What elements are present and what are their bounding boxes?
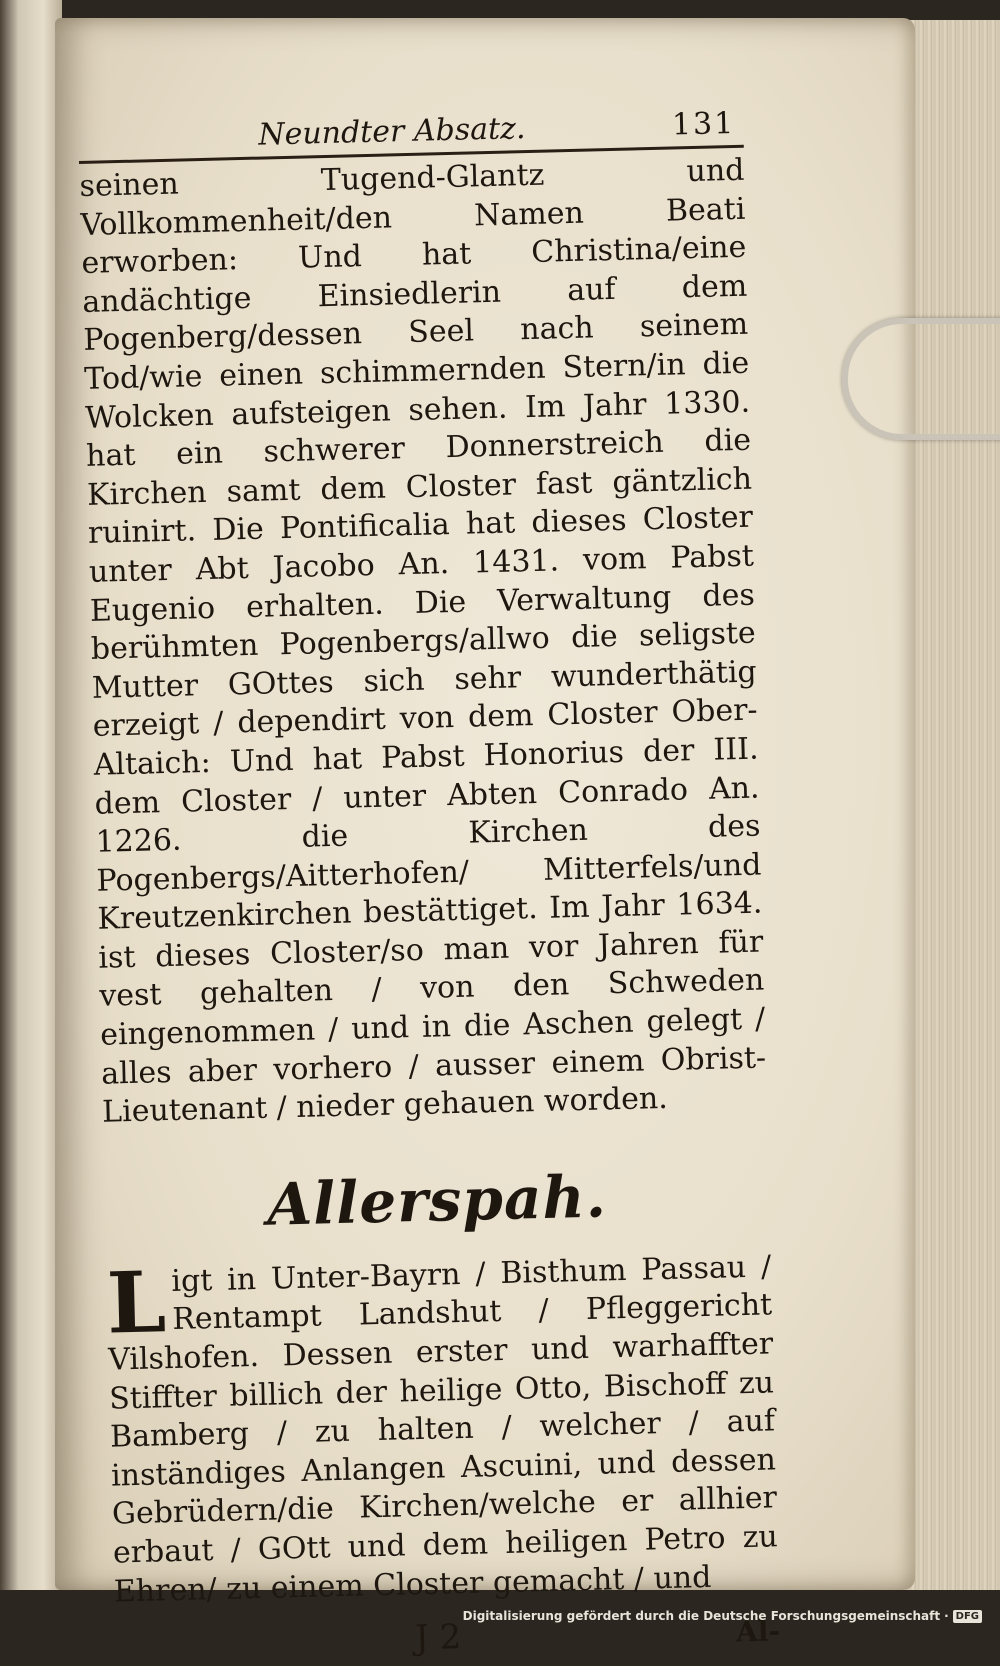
credit-text: Digitalisierung gefördert durch die Deutsche Forschungsgemeinschaft (462, 1609, 941, 1623)
left-page-edge (0, 0, 62, 1590)
section-heading: Allerspah. (266, 1162, 608, 1239)
page-number: 131 (671, 105, 736, 143)
dfg-logo-icon: DFG (953, 1610, 982, 1623)
text-column (78, 106, 781, 1666)
signature-mark: J 2 (414, 1617, 462, 1659)
paragraph-1: seinen Tugend-Glantz und Vollkommenheit/den Namen Beati erworben: Und hat Christina/eine andächtige Einsiedlerin auf dem Pogenberg/dessen Seel nach seinem Tod/wie einen schimmernden Stern/in die Wolcken aufsteigen sehen. Im Jahr 1330. hat ein schwerer Donnerstreich die Kirchen samt dem Closter fast gäntzlich ruinirt. Die Pontificalia hat dieses Closter unter Abt Jacobo An. 1431. vom Pabst Eugenio erhalten. Die Verwaltung des berühmten Pogenbergs/allwo die seligste Mutter GOttes sich sehr wunderthätig erzeigt / dependirt von dem Closter Ober-Altaich: Und hat Pabst Honorius der III. dem Closter / unter Abten Conrado An. 1226. die Kirchen des Pogenbergs/Aitterhofen/ Mitterfels/und Kreutzenkirchen bestättiget. Im Jahr 1634. ist dieses Closter/so man vor Jahren für vest gehalten / von den Schweden eingenommen / und in die Aschen gelegt / alles aber vorhero / ausser einem Obrist-Lieutenant / nieder gehauen worden. (79, 152, 767, 1130)
catchword: Al- (735, 1614, 781, 1649)
drop-initial: L (105, 1252, 168, 1353)
paragraph-2-text: igt in Unter-Bayrn / Bisthum Passau / Rentampt Landshut / Pfleggericht Vilshofen. Dessen erster und warhaffter Stiffter billich der heilige Otto, Bischoff zu Bamberg / zu halten / welcher / auf inständiges Anlangen Ascuini, und dessen Gebrüdern/die Kirchen/welche er allhier erbaut / GOtt und dem heiligen Petro zu Ehren/ zu einem Closter gemacht / und (107, 1249, 779, 1610)
digitization-credit: Digitalisierung gefördert durch die Deutsche Forschungsgemeinschaft · DFG (463, 1609, 982, 1623)
page-clip (842, 318, 1000, 440)
page-stack-edge (900, 20, 1000, 1590)
paragraph-2 (106, 1248, 779, 1611)
running-head-title: Neundter Absatz. (257, 111, 526, 153)
